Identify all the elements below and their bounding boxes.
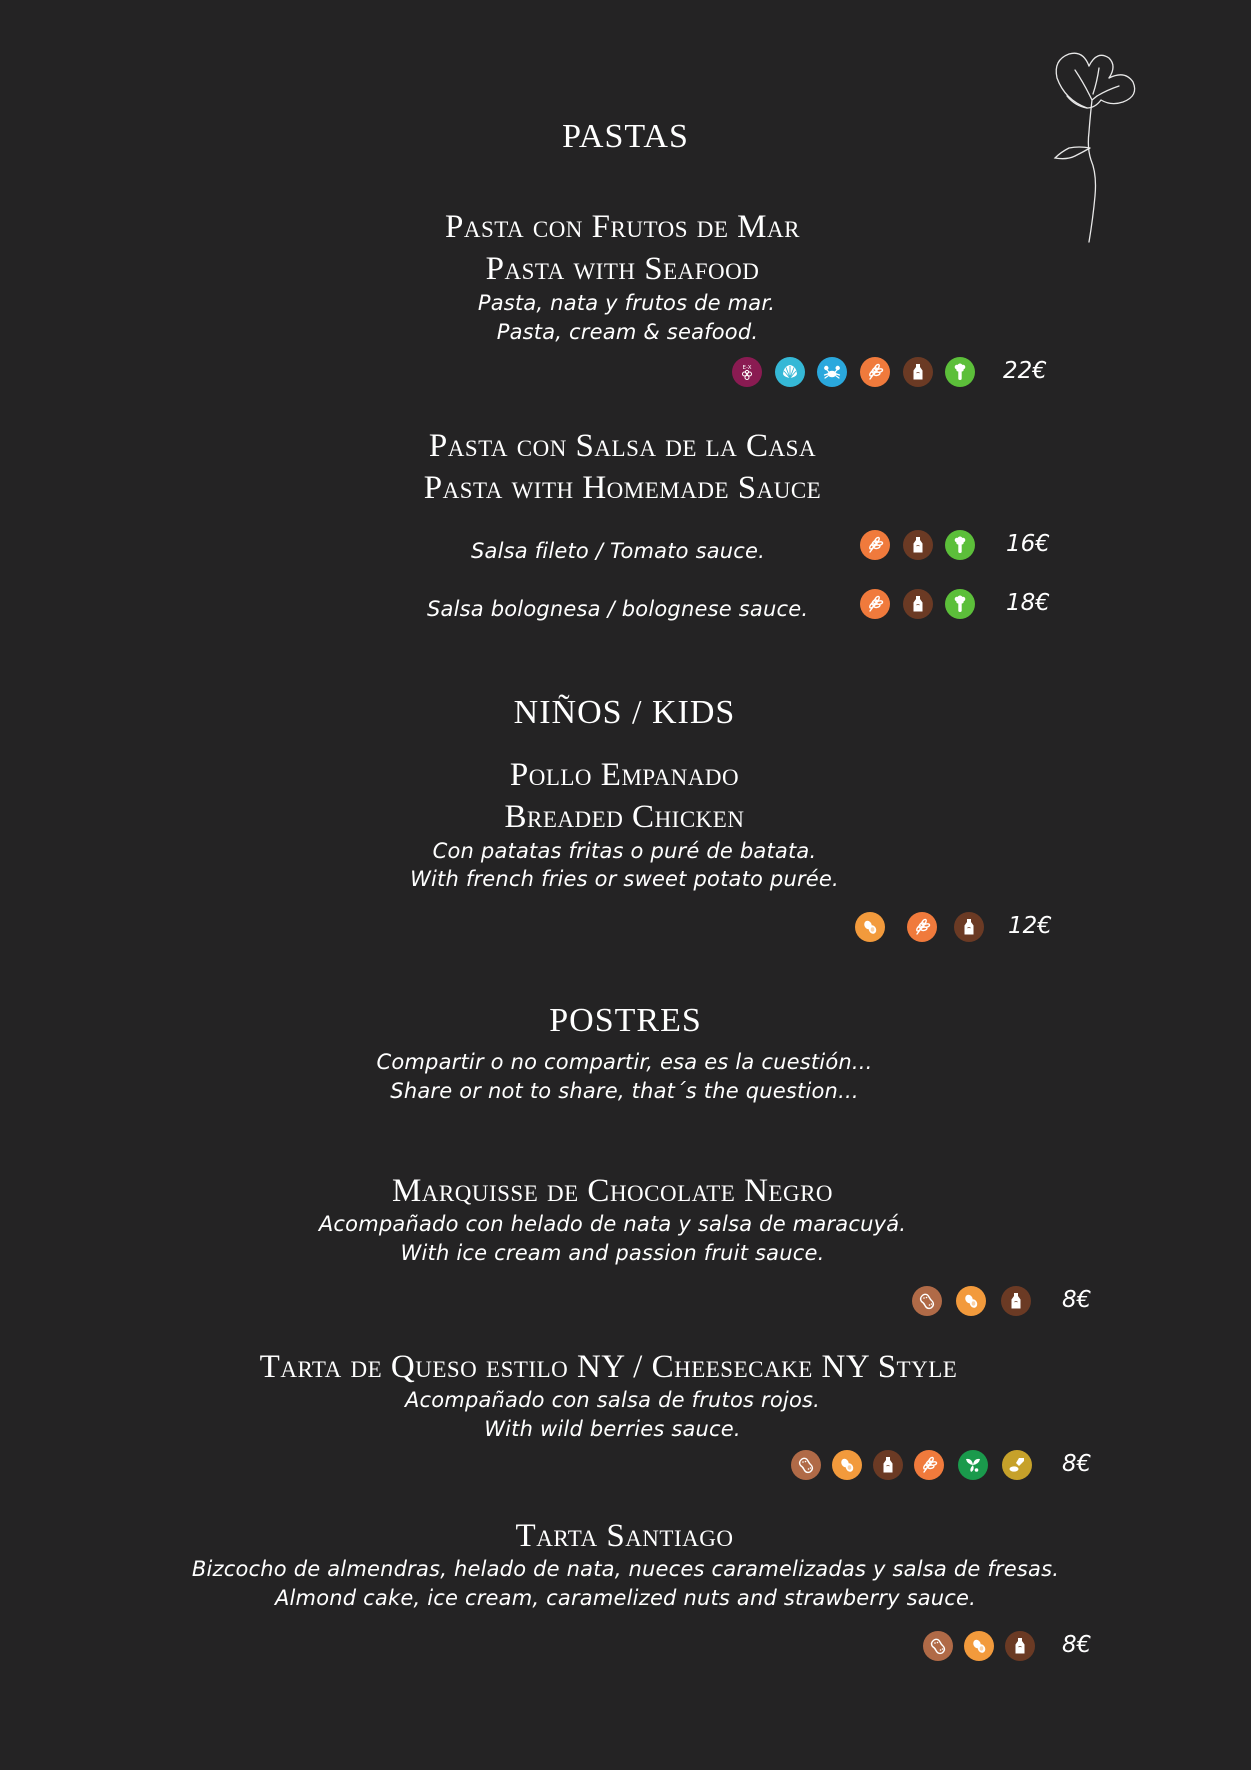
eggs-icon xyxy=(832,1450,862,1480)
eggs-icon xyxy=(964,1631,994,1661)
dish-description-es: Con patatas fritas o puré de batata. xyxy=(432,839,817,863)
dish-description-es: Acompañado con helado de nata y salsa de maracuyá. xyxy=(318,1212,907,1236)
dish-name: Tarta Santiago xyxy=(515,1518,734,1554)
milk-icon xyxy=(903,530,933,560)
dish-description-en: Almond cake, ice cream, caramelized nuts and strawberry sauce. xyxy=(274,1586,977,1610)
molluscs-icon xyxy=(775,357,805,387)
eggs-icon xyxy=(855,912,885,942)
milk-icon xyxy=(1001,1286,1031,1316)
gluten-icon xyxy=(860,530,890,560)
dish-description-en: With ice cream and passion fruit sauce. xyxy=(400,1241,825,1265)
dish-price: 16€ xyxy=(1006,531,1050,557)
dish-description-en: With french fries or sweet potato purée. xyxy=(410,867,839,891)
milk-icon xyxy=(903,357,933,387)
milk-icon xyxy=(903,589,933,619)
dish-price: 22€ xyxy=(1003,358,1047,384)
dish-name-en: Breaded Chicken xyxy=(504,799,745,835)
dish-description-es: Bizcocho de almendras, helado de nata, nueces caramelizadas y salsa de fresas. xyxy=(191,1557,1060,1581)
milk-icon xyxy=(1005,1631,1035,1661)
dish-description-en: Pasta, cream & seafood. xyxy=(496,320,759,344)
desserts-intro-es: Compartir o no compartir, esa es la cuestión... xyxy=(376,1050,873,1074)
gluten-icon xyxy=(914,1450,944,1480)
gluten-icon xyxy=(907,912,937,942)
dish-name-es: Pollo Empanado xyxy=(509,757,740,793)
gluten-icon xyxy=(860,357,890,387)
gluten-icon xyxy=(860,589,890,619)
dish-name-en: Pasta with Seafood xyxy=(485,251,760,287)
dish-description-es: Pasta, nata y frutos de mar. xyxy=(477,291,776,315)
sauce-option-tomato: Salsa fileto / Tomato sauce. xyxy=(471,539,766,563)
celery-icon xyxy=(945,530,975,560)
crustaceans-icon xyxy=(817,357,847,387)
desserts-intro-en: Share or not to share, that´s the question... xyxy=(390,1079,859,1103)
section-heading-desserts: POSTRES xyxy=(549,1002,702,1039)
milk-icon xyxy=(873,1450,903,1480)
sauce-option-bolognese: Salsa bolognesa / bolognese sauce. xyxy=(427,597,809,621)
dish-name-es: Pasta con Salsa de la Casa xyxy=(428,428,817,464)
dish-description-en: With wild berries sauce. xyxy=(484,1417,741,1441)
dish-price: 12€ xyxy=(1008,913,1052,939)
section-heading-kids: NIÑOS / KIDS xyxy=(513,694,736,731)
dish-name-es: Pasta con Frutos de Mar xyxy=(445,209,800,245)
section-heading-pastas: PASTAS xyxy=(562,118,689,155)
soy-icon xyxy=(958,1450,988,1480)
eggs-icon xyxy=(956,1286,986,1316)
dish-name: Tarta de Queso estilo NY / Cheesecake NY Style xyxy=(259,1349,958,1385)
milk-icon xyxy=(954,912,984,942)
nuts-icon xyxy=(791,1450,821,1480)
celery-icon xyxy=(945,589,975,619)
mustard-icon xyxy=(1002,1450,1032,1480)
dish-price: 18€ xyxy=(1006,590,1050,616)
dish-price: 8€ xyxy=(1062,1451,1092,1477)
dish-name: Marquisse de Chocolate Negro xyxy=(391,1173,834,1209)
dish-name-en: Pasta with Homemade Sauce xyxy=(423,470,822,506)
nuts-icon xyxy=(923,1631,953,1661)
dish-description-es: Acompañado con salsa de frutos rojos. xyxy=(404,1388,821,1412)
nuts-icon xyxy=(912,1286,942,1316)
dish-price: 8€ xyxy=(1062,1632,1092,1658)
celery-icon xyxy=(945,357,975,387)
sulphites-icon xyxy=(732,357,762,387)
dish-price: 8€ xyxy=(1062,1287,1092,1313)
